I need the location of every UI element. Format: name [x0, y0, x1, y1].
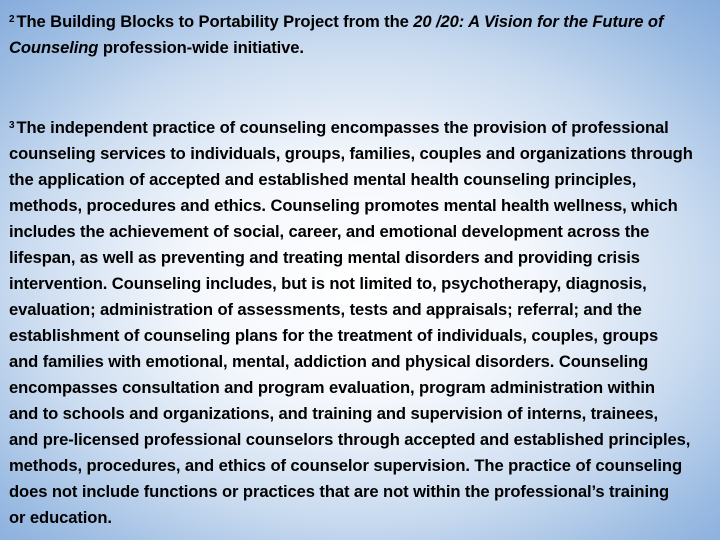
footnote-2-line-2 [9, 35, 711, 61]
footnote-3-line: and pre-licensed professional counselors through accepted and established principles, [9, 430, 691, 449]
footnote-3-line: lifespan, as well as preventing and treating mental disorders and providing crisis [9, 248, 640, 267]
footnote-3-line: intervention. Counseling includes, but is not limited to, psychotherapy, diagnosis, [9, 274, 647, 293]
footnote-3-line: establishment of counseling plans for the treatment of individuals, couples, groups [9, 326, 659, 345]
footnote-3-line: the application of accepted and established mental health counseling principles, [9, 170, 637, 189]
footnote-3-line: counseling services to individuals, groups, families, couples and organizations through [9, 144, 693, 163]
footnote-3-line: includes the achievement of social, career, and emotional development across the [9, 222, 650, 241]
footnote-2-line-1 [9, 9, 711, 35]
footnote-3-text: The independent practice of counseling encompasses the provision of professional [16, 118, 669, 137]
footnote-3-line: encompasses consultation and program evaluation, program administration within [9, 378, 655, 397]
footnote-3-marker: 3 [9, 119, 15, 131]
footnote-2-prefix: The Building Blocks to Portability Project from the [16, 12, 414, 31]
footnote-3-line: or education. [9, 508, 112, 527]
footnote-2 [9, 9, 711, 61]
footnote-3-line: methods, procedures and ethics. Counseling promotes mental health wellness, which [9, 196, 678, 215]
footnote-2-suffix: profession-wide initiative. [98, 38, 304, 57]
footnote-3-line: and to schools and organizations, and training and supervision of interns, trainees, [9, 404, 658, 423]
footnote-2-title-part-1: 20 /20: A Vision for the Future of [413, 12, 664, 31]
footnote-2-title-part-2: Counseling [9, 38, 99, 57]
footnote-3-line: does not include functions or practices that are not within the professional’s training [9, 482, 670, 501]
footnote-2-marker: 2 [9, 13, 15, 25]
footnote-3-line: evaluation; administration of assessments, tests and appraisals; referral; and the [9, 300, 642, 319]
footnote-3 [9, 115, 711, 531]
footnote-3-line: methods, procedures, and ethics of counselor supervision. The practice of counseling [9, 456, 683, 475]
footnote-3-line: and families with emotional, mental, addiction and physical disorders. Counseling [9, 352, 649, 371]
footnote-3-line [9, 115, 711, 141]
